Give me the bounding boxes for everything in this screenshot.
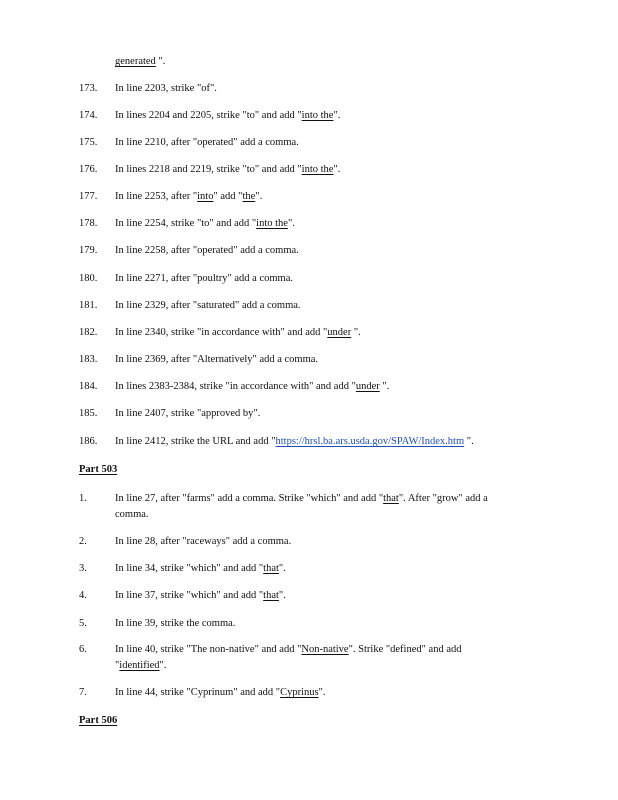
item-text: In line 34, strike "which" and add " xyxy=(115,563,264,574)
amendment-item xyxy=(115,617,235,630)
item-number: 186. xyxy=(79,436,98,447)
item-text: In line 40, strike "The non-native" and add " xyxy=(115,644,302,655)
continuation-line xyxy=(115,55,165,68)
item-number: 4. xyxy=(79,590,87,601)
item-text: ". xyxy=(287,218,295,229)
item-number: 173. xyxy=(79,83,98,94)
item-number: 175. xyxy=(79,137,98,148)
underlined-insertion: into xyxy=(197,191,214,202)
item-text: " xyxy=(115,660,120,671)
section-heading-part-503: Part 503 xyxy=(79,464,118,475)
item-text: comma. xyxy=(115,509,149,520)
amendment-item-continuation xyxy=(115,659,166,672)
amendment-item xyxy=(115,272,293,285)
item-text: In line 2369, after "Alternatively" add a comma. xyxy=(115,354,319,365)
item-number: 176. xyxy=(79,164,98,175)
url-link[interactable]: https://hrsl.ba.ars.usda.gov/SPAW/Index.htm xyxy=(275,436,465,447)
item-text: ". xyxy=(318,687,326,698)
amendment-item xyxy=(115,244,299,257)
item-text: In line 2203, strike "of". xyxy=(115,83,217,94)
underlined-insertion: that xyxy=(263,563,279,574)
amendment-item xyxy=(115,535,291,548)
item-text: In line 2210, after "operated" add a comma. xyxy=(115,137,299,148)
underlined-insertion: Cyprinus xyxy=(280,687,319,698)
item-text: In line 44, strike "Cyprinum" and add " xyxy=(115,687,281,698)
amendment-item xyxy=(115,109,340,122)
item-number: 2. xyxy=(79,536,87,547)
amendment-item xyxy=(115,686,326,699)
amendment-item xyxy=(115,217,295,230)
amendment-item xyxy=(115,299,301,312)
amendment-item xyxy=(115,163,340,176)
item-text: In lines 2383-2384, strike "in accordance with" and add " xyxy=(115,381,356,392)
item-text: In lines 2218 and 2219, strike "to" and add " xyxy=(115,164,302,175)
amendment-item xyxy=(115,643,461,656)
item-text: In line 2340, strike "in accordance with" and add " xyxy=(115,327,328,338)
item-text: ". xyxy=(278,563,286,574)
underlined-insertion: the xyxy=(242,191,256,202)
item-number: 179. xyxy=(79,245,98,256)
item-text: In line 2258, after "operated" add a comma. xyxy=(115,245,299,256)
item-number: 185. xyxy=(79,408,98,419)
item-text: In line 2271, after "poultry" add a comma. xyxy=(115,273,293,284)
item-text: ". xyxy=(379,381,390,392)
item-text: In line 39, strike the comma. xyxy=(115,618,236,629)
underlined-insertion: that xyxy=(383,493,399,504)
underlined-insertion: under xyxy=(355,381,380,392)
underlined-insertion: generated xyxy=(115,56,156,67)
item-text: In line 2407, strike "approved by". xyxy=(115,408,261,419)
amendment-item xyxy=(115,562,286,575)
item-text: ". xyxy=(351,327,361,338)
item-number: 181. xyxy=(79,300,98,311)
underlined-insertion: Non-native xyxy=(301,644,349,655)
item-number: 1. xyxy=(79,493,87,504)
underlined-insertion: that xyxy=(263,590,279,601)
item-number: 184. xyxy=(79,381,98,392)
item-number: 7. xyxy=(79,687,87,698)
item-number: 6. xyxy=(79,644,87,655)
item-number: 174. xyxy=(79,110,98,121)
amendment-item-continuation xyxy=(115,508,149,521)
item-text: In line 28, after "raceways" add a comma. xyxy=(115,536,292,547)
underlined-insertion: identified xyxy=(119,660,160,671)
underlined-insertion: into the xyxy=(301,110,334,121)
item-text: ". After "grow" add a xyxy=(398,493,488,504)
underlined-insertion: into the xyxy=(256,218,288,229)
item-text: In line 2254, strike "to" and add " xyxy=(115,218,257,229)
item-number: 183. xyxy=(79,354,98,365)
amendment-item xyxy=(115,326,361,339)
amendment-item xyxy=(115,136,299,149)
amendment-item xyxy=(115,435,474,448)
item-text: ". xyxy=(333,110,341,121)
item-text: ". xyxy=(159,660,167,671)
amendment-item xyxy=(115,353,318,366)
underlined-insertion: into the xyxy=(301,164,334,175)
continuation-tail: ". xyxy=(155,56,166,67)
item-text: ". xyxy=(255,191,263,202)
item-text: In line 2329, after "saturated" add a comma. xyxy=(115,300,301,311)
item-text: ". Strike "defined" and add xyxy=(348,644,462,655)
section-heading-part-506: Part 506 xyxy=(79,715,118,726)
amendment-item xyxy=(115,407,260,420)
item-number: 180. xyxy=(79,273,98,284)
item-text: ". xyxy=(278,590,286,601)
amendment-item xyxy=(115,380,389,393)
item-number: 177. xyxy=(79,191,98,202)
item-number: 182. xyxy=(79,327,98,338)
item-number: 178. xyxy=(79,218,98,229)
item-text: ". xyxy=(464,436,474,447)
amendment-item xyxy=(115,190,262,203)
item-text: In line 2412, strike the URL and add " xyxy=(115,436,276,447)
item-number: 5. xyxy=(79,618,87,629)
amendment-item xyxy=(115,82,217,95)
item-text: In lines 2204 and 2205, strike "to" and add " xyxy=(115,110,302,121)
item-text: In line 27, after "farms" add a comma. Strike "which" and add " xyxy=(115,493,384,504)
amendment-item xyxy=(115,492,488,505)
item-text: ". xyxy=(333,164,341,175)
item-text: In line 2253, after " xyxy=(115,191,198,202)
item-text: " add " xyxy=(213,191,243,202)
item-text: In line 37, strike "which" and add " xyxy=(115,590,264,601)
amendment-item xyxy=(115,589,286,602)
item-number: 3. xyxy=(79,563,87,574)
underlined-insertion: under xyxy=(327,327,352,338)
